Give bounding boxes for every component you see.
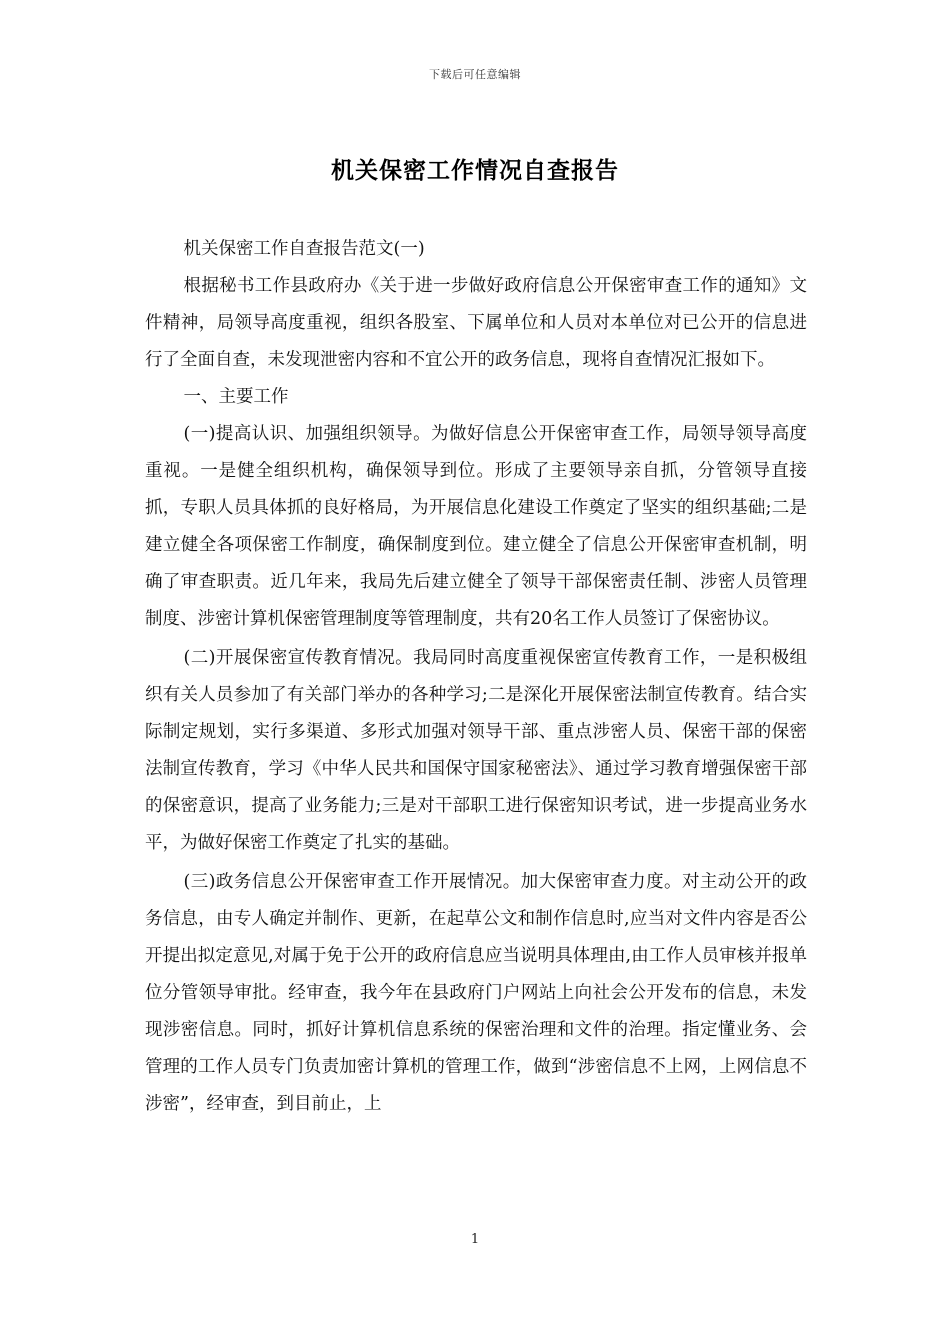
page-number: 1	[470, 1232, 480, 1247]
section-heading-main-work: 一、主要工作	[183, 387, 289, 407]
document-title: 机关保密工作情况自查报告	[331, 158, 619, 184]
paragraph-intro: 根据秘书工作县政府办《关于进一步做好政府信息公开保密审查工作的通知》文件精神，局领导高度重视，组织各股室、下属单位和人员对本单位对已公开的信息进行了全面自查，未发现泄密内容和不宜公开的政务信息，现将自查情况汇报如下。	[145, 276, 807, 370]
paragraph-item-3: (三)政务信息公开保密审查工作开展情况。加大保密审查力度。对主动公开的政务信息，由专人确定并制作、更新，在起草公文和制作信息时,应当对文件内容是否公开提出拟定意见,对属于免于公开的政府信息应当说明具体理由,由工作人员审核并报单位分管领导审批。经审查，我今年在县政府门户网站上向社会公开发布的信息，未发现涉密信息。同时，抓好计算机信息系统的保密治理和文件的治理。指定懂业务、会管理的工作人员专门负责加密计算机的管理工作，做到“涉密信息不上网，上网信息不涉密”，经审查，到目前止，上	[145, 872, 807, 1114]
document-body	[145, 231, 807, 1123]
header-note: 下载后可任意编辑	[429, 68, 521, 81]
paragraph-item-2: (二)开展保密宣传教育情况。我局同时高度重视保密宣传教育工作，一是积极组织有关人员参加了有关部门举办的各种学习;二是深化开展保密法制宣传教育。结合实际制定规划，实行多渠道、多形式加强对领导干部、重点涉密人员、保密干部的保密法制宣传教育，学习《中华人民共和国保守国家秘密法》、通过学习教育增强保密干部的保密意识，提高了业务能力;三是对干部职工进行保密知识考试，进一步提高业务水平，为做好保密工作奠定了扎实的基础。	[145, 648, 807, 853]
paragraph-item-1: (一)提高认识、加强组织领导。为做好信息公开保密审查工作，局领导领导高度重视。一是健全组织机构，确保领导到位。形成了主要领导亲自抓，分管领导直接抓，专职人员具体抓的良好格局，为开展信息化建设工作奠定了坚实的组织基础;二是建立健全各项保密工作制度，确保制度到位。建立健全了信息公开保密审查机制，明确了审查职责。近几年来，我局先后建立健全了领导干部保密责任制、涉密人员管理制度、涉密计算机保密管理制度等管理制度，共有20名工作人员签订了保密协议。	[145, 424, 807, 629]
paragraph-subtitle: 机关保密工作自查报告范文(一)	[183, 239, 425, 259]
